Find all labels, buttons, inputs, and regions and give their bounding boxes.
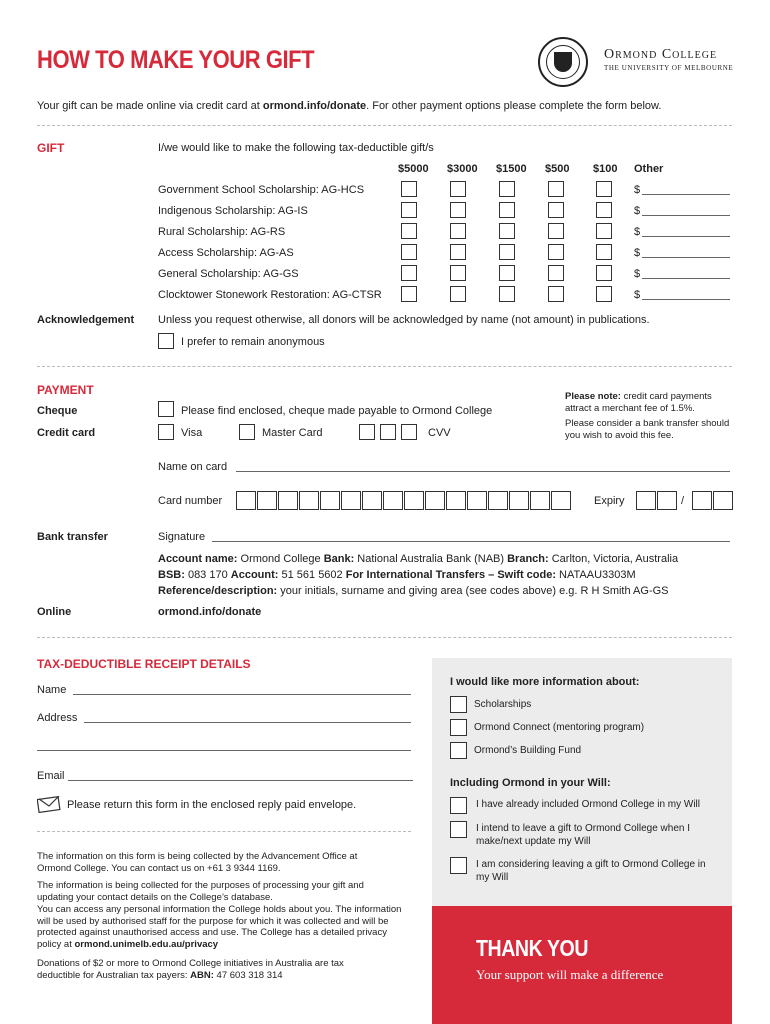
signature-field[interactable]	[212, 541, 730, 542]
gift-amount-checkbox[interactable]	[450, 265, 466, 281]
divider	[37, 125, 732, 126]
cheque-checkbox[interactable]	[158, 401, 174, 417]
receipt-address-field[interactable]	[84, 722, 411, 723]
other-amount-field[interactable]	[642, 215, 730, 216]
info-checkbox[interactable]	[450, 696, 467, 713]
gift-row-label: Rural Scholarship: AG-RS	[158, 226, 286, 238]
gift-amount-checkbox[interactable]	[450, 244, 466, 260]
bank-details-line-1	[158, 553, 678, 565]
divider	[37, 366, 732, 367]
ack-text: Unless you request otherwise, all donors will be acknowledged by name (not amount) in publications.	[158, 314, 650, 326]
credit-label: Credit card	[37, 427, 96, 439]
gift-row-label: Clocktower Stonework Restoration: AG-CTSR	[158, 289, 382, 301]
receipt-address-label: Address	[37, 712, 78, 724]
anonymous-label: I prefer to remain anonymous	[181, 336, 325, 348]
cvv-digit-box[interactable]	[401, 424, 417, 440]
other-amount-prefix: $	[634, 289, 641, 301]
card-digit-box[interactable]	[530, 491, 550, 510]
bank-details-line-2	[158, 569, 636, 581]
bank-t: 51 561 5602	[278, 569, 346, 581]
gift-amount-checkbox[interactable]	[596, 286, 612, 302]
gift-amount-checkbox[interactable]	[548, 181, 564, 197]
will-heading: Including Ormond in your Will:	[450, 777, 611, 789]
other-amount-prefix: $	[634, 184, 641, 196]
will-checkbox[interactable]	[450, 797, 467, 814]
other-amount-field[interactable]	[642, 194, 730, 195]
gift-column-header: $500	[545, 163, 570, 175]
privacy-p2	[37, 904, 407, 950]
card-number-label: Card number	[158, 495, 223, 507]
info-heading: I would like more information about:	[450, 676, 640, 688]
privacy-p2a: The information is being collected for the purposes of processing your gift and updating your contact details on the College’s database.	[37, 880, 364, 903]
card-digit-box[interactable]	[383, 491, 403, 510]
abn-value: 47 603 318 314	[213, 969, 283, 981]
expiry-year-box[interactable]	[713, 491, 733, 510]
gift-column-header: $5000	[398, 163, 429, 175]
cvv-label: CVV	[428, 427, 451, 439]
bank-t: your initials, surname and giving area (see codes above) e.g. R H Smith AG-GS	[277, 585, 669, 597]
gift-column-header: Other	[634, 163, 664, 175]
gift-lead: I/we would like to make the following tax-deductible gift/s	[158, 142, 434, 154]
divider	[37, 831, 411, 832]
return-note: Please return this form in the enclosed reply paid envelope.	[67, 799, 357, 811]
other-amount-field[interactable]	[642, 278, 730, 279]
bank-t: 083 170	[184, 569, 231, 581]
expiry-label: Expiry	[594, 495, 625, 507]
name-on-card-field[interactable]	[236, 471, 730, 472]
expiry-month-box[interactable]	[636, 491, 656, 510]
will-checkbox[interactable]	[450, 857, 467, 874]
other-amount-prefix: $	[634, 247, 641, 259]
receipt-name-field[interactable]	[73, 694, 411, 695]
bank-note: Please consider a bank transfer should you wish to avoid this fee.	[565, 418, 730, 441]
signature-label: Signature	[158, 531, 206, 543]
thank-you-subtitle: Your support will make a difference	[476, 967, 664, 982]
gift-column-header: $100	[593, 163, 618, 175]
privacy-p2-text: You can access any personal information the College holds about you. The information will be used by authorised staff for the purpose for which it was collected and will be protected against unauthorised access and use. The College has a detailed privacy policy at	[37, 904, 402, 950]
bank-b: Bank:	[323, 553, 355, 565]
gift-row-label: Indigenous Scholarship: AG-IS	[158, 205, 308, 217]
receipt-heading: TAX-DEDUCTIBLE RECEIPT DETAILS	[37, 657, 251, 671]
bank-transfer-label: Bank transfer	[37, 531, 108, 543]
gift-amount-checkbox[interactable]	[499, 286, 515, 302]
cheque-label: Cheque	[37, 405, 78, 417]
page-title: HOW TO MAKE YOUR GIFT	[37, 46, 315, 74]
card-digit-box[interactable]	[320, 491, 340, 510]
other-amount-field[interactable]	[642, 257, 730, 258]
gift-column-header: $3000	[447, 163, 478, 175]
will-checkbox[interactable]	[450, 821, 467, 838]
abn-label: ABN:	[190, 969, 214, 981]
logo-subtitle: THE UNIVERSITY OF MELBOURNE	[604, 64, 734, 72]
card-digit-box[interactable]	[257, 491, 277, 510]
thank-you-panel	[432, 906, 732, 1024]
cheque-text: Please find enclosed, cheque made payable to Ormond College	[181, 405, 493, 417]
gift-amount-checkbox[interactable]	[401, 223, 417, 239]
privacy-p3	[37, 958, 382, 981]
gift-row-label: Access Scholarship: AG-AS	[158, 247, 294, 259]
gift-amount-checkbox[interactable]	[596, 244, 612, 260]
card-digit-box[interactable]	[509, 491, 529, 510]
gift-amount-checkbox[interactable]	[401, 244, 417, 260]
info-item-label: Ormond Connect (mentoring program)	[474, 722, 645, 733]
intro-text	[37, 100, 661, 112]
card-digit-box[interactable]	[278, 491, 298, 510]
gift-amount-checkbox[interactable]	[548, 286, 564, 302]
gift-amount-checkbox[interactable]	[499, 244, 515, 260]
gift-amount-checkbox[interactable]	[450, 202, 466, 218]
gift-column-header: $1500	[496, 163, 527, 175]
info-checkbox[interactable]	[450, 719, 467, 736]
card-digit-box[interactable]	[299, 491, 319, 510]
gift-amount-checkbox[interactable]	[450, 223, 466, 239]
receipt-email-label: Email	[37, 770, 65, 782]
bank-b: For International Transfers – Swift code:	[345, 569, 556, 581]
mastercard-checkbox[interactable]	[239, 424, 255, 440]
cvv-digit-box[interactable]	[359, 424, 375, 440]
name-on-card-label: Name on card	[158, 461, 228, 473]
envelope-icon	[37, 796, 61, 813]
gift-row-label: General Scholarship: AG-GS	[158, 268, 299, 280]
gift-amount-checkbox[interactable]	[401, 265, 417, 281]
privacy-p1: The information on this form is being collected by the Advancement Office at Ormond College. You can contact us on +61 3 9344 1169.	[37, 851, 358, 874]
gift-amount-checkbox[interactable]	[548, 202, 564, 218]
thank-you-title: THANK YOU	[476, 935, 589, 961]
privacy-link[interactable]: ormond.unimelb.edu.au/privacy	[74, 938, 219, 950]
receipt-address-field-2[interactable]	[37, 750, 411, 751]
will-item-label: I intend to leave a gift to Ormond College when I make/next update my Will	[476, 823, 691, 847]
receipt-email-field[interactable]	[68, 780, 413, 781]
bank-t: National Australia Bank (NAB)	[354, 553, 508, 565]
gift-amount-checkbox[interactable]	[401, 202, 417, 218]
gift-row-label: Government School Scholarship: AG-HCS	[158, 184, 365, 196]
info-checkbox[interactable]	[450, 742, 467, 759]
gift-amount-checkbox[interactable]	[548, 223, 564, 239]
card-digit-box[interactable]	[341, 491, 361, 510]
expiry-year-box[interactable]	[692, 491, 712, 510]
info-item-label: Scholarships	[474, 699, 532, 710]
bank-b: Reference/description:	[158, 585, 278, 597]
card-digit-box[interactable]	[551, 491, 571, 510]
mastercard-label: Master Card	[262, 427, 323, 439]
fee-note-bold: Please note:	[565, 391, 621, 402]
privacy-p3-text: Donations of $2 or more to Ormond College initiatives in Australia are tax deductible for Australian tax payers:	[37, 958, 344, 981]
online-link[interactable]: ormond.info/donate	[158, 606, 262, 618]
visa-checkbox[interactable]	[158, 424, 174, 440]
ack-label: Acknowledgement	[37, 314, 135, 326]
expiry-separator: /	[681, 495, 685, 507]
info-item-label: Ormond’s Building Fund	[474, 745, 582, 756]
bank-b: BSB:	[158, 569, 185, 581]
gift-amount-checkbox[interactable]	[499, 265, 515, 281]
will-item-label: I am considering leaving a gift to Ormond College in my Will	[476, 859, 706, 883]
gift-amount-checkbox[interactable]	[596, 202, 612, 218]
card-digit-box[interactable]	[467, 491, 487, 510]
gift-heading: GIFT	[37, 141, 65, 155]
anonymous-checkbox[interactable]	[158, 333, 174, 349]
bank-b: Account name:	[158, 553, 238, 565]
other-amount-prefix: $	[634, 226, 641, 238]
other-amount-prefix: $	[634, 268, 641, 280]
fee-note	[565, 391, 735, 415]
gift-amount-checkbox[interactable]	[450, 181, 466, 197]
card-digit-box[interactable]	[425, 491, 445, 510]
crest-shield-icon	[554, 52, 572, 72]
intro-link[interactable]: ormond.info/donate	[262, 100, 367, 112]
logo-name: Ormond College	[604, 47, 718, 62]
card-digit-box[interactable]	[488, 491, 508, 510]
bank-t: NATAAU3303M	[556, 569, 636, 581]
gift-amount-checkbox[interactable]	[450, 286, 466, 302]
gift-amount-checkbox[interactable]	[596, 223, 612, 239]
gift-amount-checkbox[interactable]	[499, 223, 515, 239]
gift-amount-checkbox[interactable]	[548, 244, 564, 260]
will-item-label: I have already included Ormond College in my Will	[476, 799, 700, 810]
gift-amount-checkbox[interactable]	[499, 181, 515, 197]
payment-heading: PAYMENT	[37, 383, 94, 397]
other-amount-field[interactable]	[642, 299, 730, 300]
gift-amount-checkbox[interactable]	[596, 181, 612, 197]
online-label: Online	[37, 606, 72, 618]
gift-amount-checkbox[interactable]	[548, 265, 564, 281]
bank-t: Ormond College	[237, 553, 324, 565]
other-amount-field[interactable]	[642, 236, 730, 237]
divider	[37, 637, 732, 638]
fee-note-text: credit card payments attract a merchant fee of 1.5%.	[565, 391, 712, 414]
bank-b: Account:	[230, 569, 279, 581]
other-amount-prefix: $	[634, 205, 641, 217]
expiry-month-box[interactable]	[657, 491, 677, 510]
card-digit-box[interactable]	[404, 491, 424, 510]
card-digit-box[interactable]	[236, 491, 256, 510]
bank-b: Branch:	[507, 553, 549, 565]
gift-amount-checkbox[interactable]	[596, 265, 612, 281]
visa-label: Visa	[181, 427, 203, 439]
intro-post: . For other payment options please complete the form below.	[366, 100, 662, 112]
card-digit-box[interactable]	[362, 491, 382, 510]
cvv-digit-box[interactable]	[380, 424, 396, 440]
bank-t: Carlton, Victoria, Australia	[548, 553, 679, 565]
receipt-name-label: Name	[37, 684, 67, 696]
card-digit-box[interactable]	[446, 491, 466, 510]
gift-amount-checkbox[interactable]	[401, 286, 417, 302]
bank-details-line-3	[158, 585, 669, 597]
intro-pre: Your gift can be made online via credit card at	[37, 100, 263, 112]
gift-amount-checkbox[interactable]	[499, 202, 515, 218]
gift-amount-checkbox[interactable]	[401, 181, 417, 197]
